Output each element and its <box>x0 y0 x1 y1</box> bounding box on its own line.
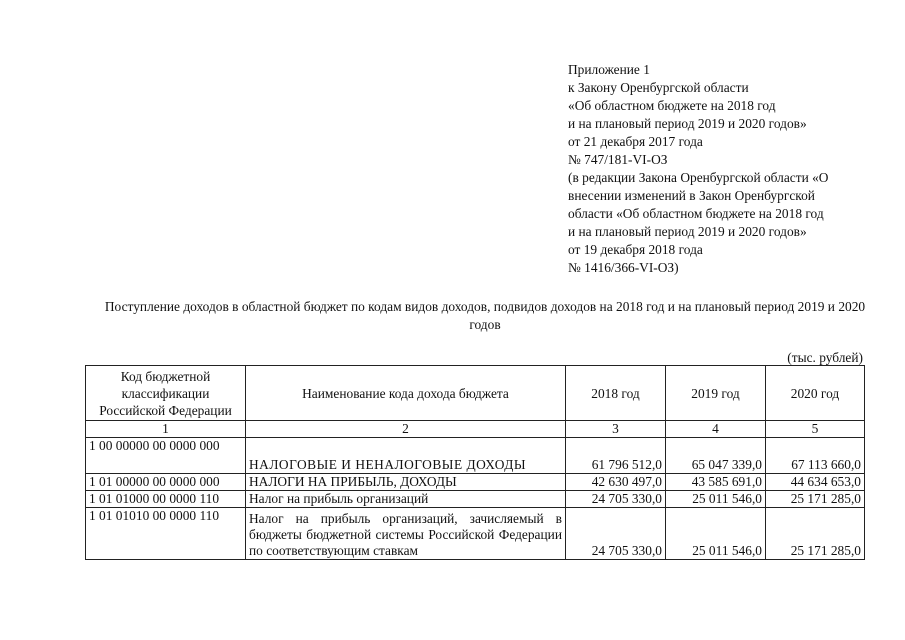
row-code: 1 00 00000 00 0000 000 <box>86 438 246 474</box>
header-2020: 2020 год <box>766 366 865 421</box>
row-code: 1 01 01010 00 0000 110 <box>86 508 246 560</box>
row-value-2018: 24 705 330,0 <box>566 491 666 508</box>
annex-line: от 21 декабря 2017 года <box>568 134 703 149</box>
annex-line: и на плановый период 2019 и 2020 годов» <box>568 116 807 131</box>
annex-line: Приложение 1 <box>568 62 650 77</box>
row-name: Налог на прибыль организаций, зачисляемый в бюджеты бюджетной системы Российской Федерации по соответствующим ставкам <box>246 508 566 560</box>
column-number: 4 <box>666 421 766 438</box>
document-title: Поступление доходов в областной бюджет по кодам видов доходов, подвидов доходов на 2018 год и на плановый период 2019 и 2020 годов <box>104 299 866 332</box>
row-value-2018: 24 705 330,0 <box>566 508 666 560</box>
annex-line: «Об областном бюджете на 2018 год <box>568 98 776 113</box>
row-value-2020: 44 634 653,0 <box>766 474 865 491</box>
annex-line: от 19 декабря 2018 года <box>568 242 703 257</box>
row-code: 1 01 00000 00 0000 000 <box>86 474 246 491</box>
annex-line: № 747/181-VI-ОЗ <box>568 152 668 167</box>
column-number: 2 <box>246 421 566 438</box>
table-header-row <box>86 366 865 421</box>
row-value-2020: 25 171 285,0 <box>766 508 865 560</box>
row-value-2019: 25 011 546,0 <box>666 491 766 508</box>
annex-header <box>568 61 888 277</box>
column-number: 3 <box>566 421 666 438</box>
row-value-2019: 25 011 546,0 <box>666 508 766 560</box>
revenue-table <box>85 365 865 560</box>
column-number-row <box>86 421 865 438</box>
row-value-2020: 67 113 660,0 <box>766 438 865 474</box>
header-name: Наименование кода дохода бюджета <box>246 366 566 421</box>
row-value-2019: 43 585 691,0 <box>666 474 766 491</box>
column-number: 1 <box>86 421 246 438</box>
row-name: Налог на прибыль организаций <box>246 491 566 508</box>
annex-line: № 1416/366-VI-ОЗ) <box>568 260 679 275</box>
header-2019: 2019 год <box>666 366 766 421</box>
annex-line: (в редакции Закона Оренбургской области «О <box>568 170 829 185</box>
table-row <box>86 491 865 508</box>
table-row <box>86 508 865 560</box>
column-number: 5 <box>766 421 865 438</box>
row-value-2019: 65 047 339,0 <box>666 438 766 474</box>
annex-line: области «Об областном бюджете на 2018 год <box>568 206 824 221</box>
annex-line: внесении изменений в Закон Оренбургской <box>568 188 815 203</box>
annex-line: и на плановый период 2019 и 2020 годов» <box>568 224 807 239</box>
row-name: НАЛОГИ НА ПРИБЫЛЬ, ДОХОДЫ <box>246 474 566 491</box>
row-value-2020: 25 171 285,0 <box>766 491 865 508</box>
header-2018: 2018 год <box>566 366 666 421</box>
row-code: 1 01 01000 00 0000 110 <box>86 491 246 508</box>
header-code: Код бюджетной классификации Российской Федерации <box>86 366 246 421</box>
table-row <box>86 438 865 474</box>
row-value-2018: 42 630 497,0 <box>566 474 666 491</box>
annex-line: к Закону Оренбургской области <box>568 80 749 95</box>
row-value-2018: 61 796 512,0 <box>566 438 666 474</box>
table-row <box>86 474 865 491</box>
units-label: (тыс. рублей) <box>787 350 863 365</box>
row-name: НАЛОГОВЫЕ И НЕНАЛОГОВЫЕ ДОХОДЫ <box>246 438 566 474</box>
